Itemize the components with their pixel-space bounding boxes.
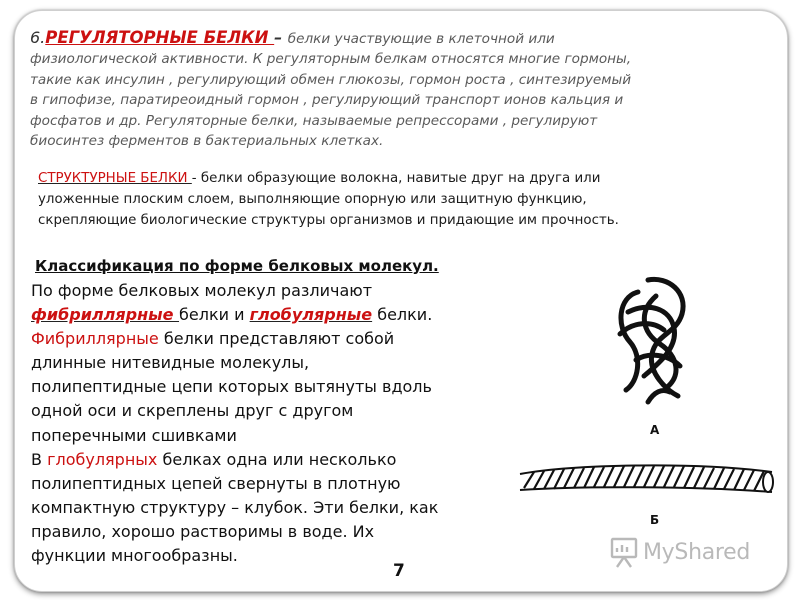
classification-heading: Классификация по форме белковых молекул. <box>35 257 439 275</box>
text-span: белки. <box>372 305 433 325</box>
presentation-board-icon <box>609 535 639 569</box>
text-span: белки представляют собой <box>158 329 395 349</box>
fibrillar-term: фибриллярные <box>31 305 180 325</box>
globular-term: глобулярные <box>249 305 373 325</box>
structural-proteins-title: СТРУКТУРНЫЕ БЕЛКИ <box>38 171 192 186</box>
paragraph-line: такие как инсулин , регулирующий обмен глюкозы, гормон роста , синтезируемый <box>30 71 632 88</box>
fibrillar-rope-figure <box>516 456 776 502</box>
paragraph-line: поперечными сшивками <box>31 425 237 445</box>
paragraph-line: одной оси и скреплены друг с другом <box>31 401 354 421</box>
page-number: 7 <box>393 561 405 581</box>
paragraph-line: - белки образующие волокна, навитые друг на друга или <box>191 171 601 186</box>
globular-coil-figure <box>608 272 704 412</box>
paragraph-line: полипептидные цепи которых вытянуты вдоль <box>31 377 432 397</box>
paragraph-line: длинные нитевидные молекулы, <box>31 353 310 373</box>
paragraph-line: функции многообразны. <box>31 546 238 566</box>
paragraph-line: компактную структуру – клубок. Эти белки, как <box>31 497 439 517</box>
structural-proteins-paragraph <box>38 168 758 231</box>
paragraph-line: уложенные плоским слоем, выполняющие опорную или защитную функцию, <box>38 192 587 207</box>
figure-label-a: А <box>650 423 660 437</box>
paragraph-line: По форме белковых молекул различают <box>31 281 373 300</box>
text-span: В <box>31 449 48 469</box>
paragraph-line: фосфатов и др. Регуляторные белки, называемые репрессорами , регулируют <box>30 112 598 129</box>
paragraph-line: белки участвующие в клеточной или <box>287 31 555 47</box>
classification-paragraph <box>31 279 511 568</box>
watermark-text: MyShared <box>643 539 751 565</box>
text-span: белках одна или несколько <box>157 449 397 469</box>
globular-highlight: глобулярных <box>47 449 158 469</box>
title-dash: – <box>274 28 288 47</box>
paragraph-line: полипептидных цепей свернуты в плотную <box>31 473 401 493</box>
paragraph-line: биосинтез ферментов в бактериальных клетках. <box>30 133 384 150</box>
paragraph-line: правило, хорошо растворимы в воде. Их <box>31 521 375 541</box>
text-span: белки и <box>179 305 250 325</box>
fibrillar-highlight: Фибриллярные <box>31 329 159 349</box>
paragraph-line: в гипофизе, паратиреоидный гормон , регулирующий транспорт ионов кальция и <box>30 92 624 109</box>
myshared-watermark <box>609 535 750 569</box>
paragraph-line: физиологической активности. К регуляторным белкам относятся многие гормоны, <box>30 51 632 68</box>
regulatory-proteins-paragraph <box>30 28 770 151</box>
paragraph-line: скрепляющие биологические структуры организмов и придающие им прочность. <box>38 213 619 228</box>
regulatory-proteins-title: РЕГУЛЯТОРНЫЕ БЕЛКИ <box>45 28 275 47</box>
figure-label-b: Б <box>650 513 660 527</box>
section-number: 6. <box>30 28 46 47</box>
